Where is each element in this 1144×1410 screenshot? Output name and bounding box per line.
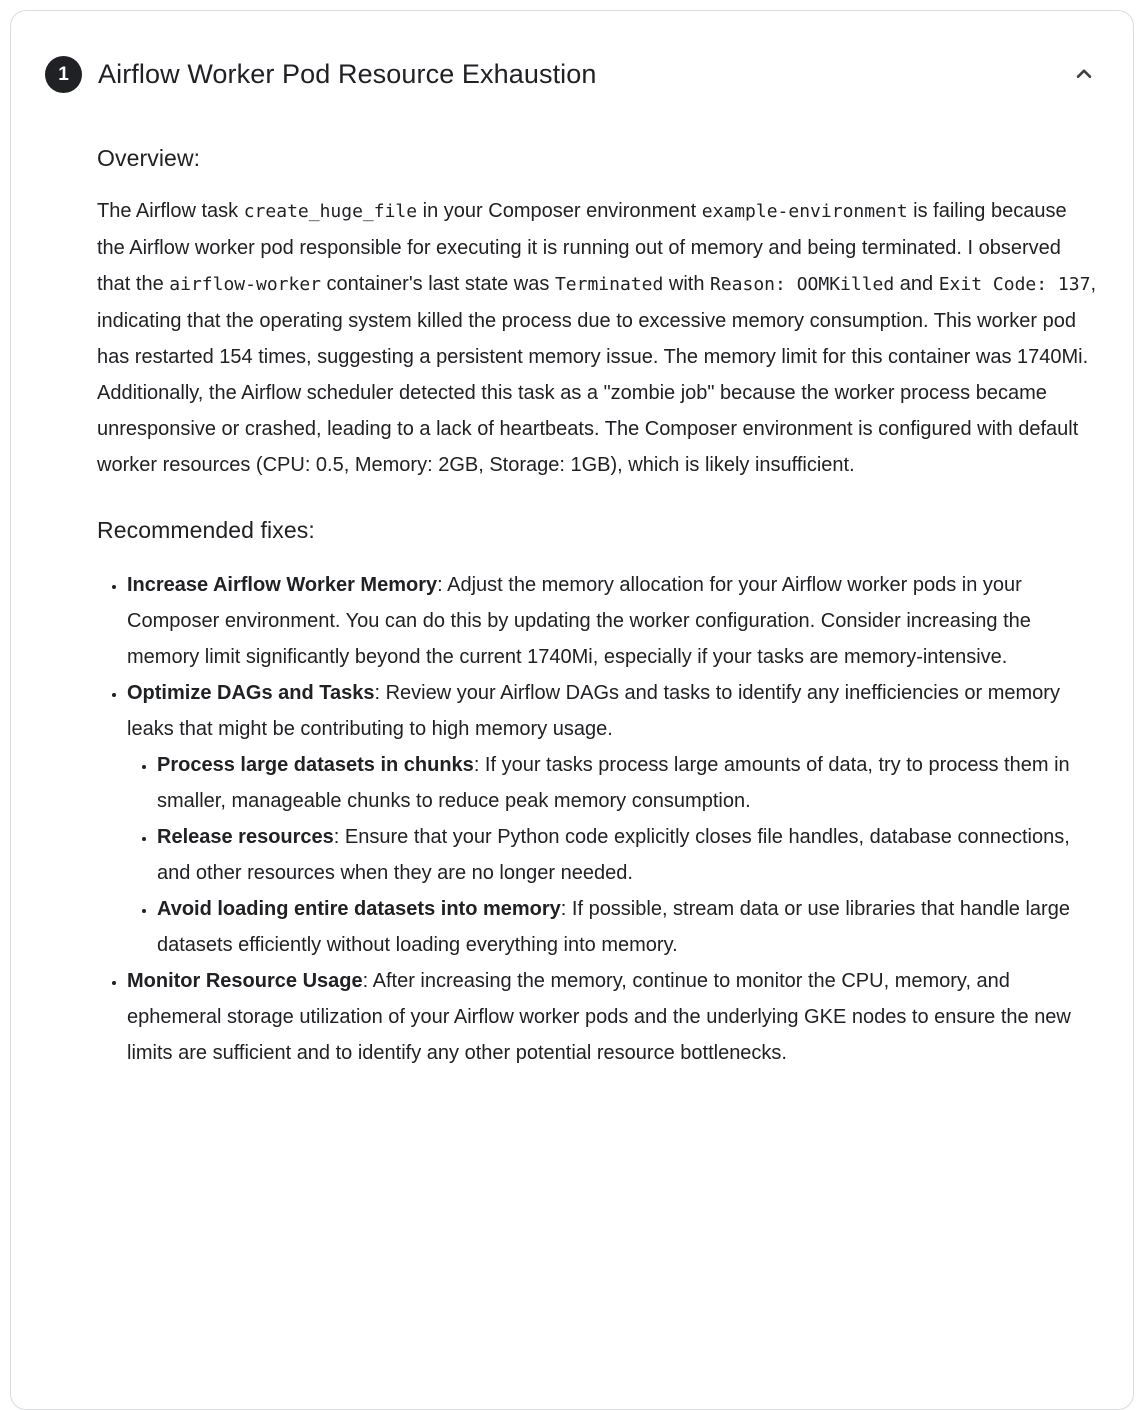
card-body [11,145,1133,1151]
text-run: The Airflow task [97,200,244,222]
list-item [127,675,1099,963]
text-run: with [663,273,710,295]
insight-card [10,10,1134,1410]
inline-code: airflow-worker [169,274,321,295]
list-item [157,747,1099,819]
bold-text: Process large datasets in chunks [157,754,474,776]
fixes-list [97,567,1099,1071]
list-item [157,819,1099,891]
bold-text: Monitor Resource Usage [127,970,363,992]
overview-paragraph [97,193,1099,483]
text-run: : Review your Airflow DAGs and tasks to identify any inefficiencies or memory leaks that might be contributing to high memory usage. [127,682,1060,740]
text-run: : Ensure that your Python code explicitly closes file handles, database connections, and other resources when they are no longer needed. [157,826,1070,884]
list-item [127,567,1099,675]
card-header[interactable] [11,11,1133,93]
inline-code: Reason: OOMKilled [710,274,895,295]
bold-text: Optimize DAGs and Tasks [127,682,375,704]
list-item [157,891,1099,963]
text-run: in your Composer environment [417,200,702,222]
text-run: is failing because the Airflow worker pod responsible for executing it is running out of memory and being terminated. I observed that the [97,200,1067,295]
text-run: : After increasing the memory, continue to monitor the CPU, memory, and ephemeral storage utilization of your Airflow worker pods and the underlying GKE nodes to ensure the new limits are sufficient and to identify any other potential resource bottlenecks. [127,970,1071,1064]
text-run: : If your tasks process large amounts of data, try to process them in smaller, manageable chunks to reduce peak memory consumption. [157,754,1070,812]
bold-text: Release resources [157,826,334,848]
page-title: Airflow Worker Pod Resource Exhaustion [98,58,597,89]
collapse-button[interactable] [1065,55,1103,93]
fixes-heading: Recommended fixes: [97,517,315,543]
nested-list [127,747,1099,963]
text-run: : If possible, stream data or use libraries that handle large datasets efficiently without loading everything into memory. [157,898,1070,956]
inline-code: create_huge_file [243,201,418,222]
bold-text: Increase Airflow Worker Memory [127,574,438,596]
text-run: and [894,273,939,295]
inline-code: Exit Code: 137 [938,274,1091,295]
inline-code: example-environment [701,201,908,222]
overview-heading: Overview: [97,145,201,171]
text-run: , indicating that the operating system killed the process due to excessive memory consumption. This worker pod has restarted 154 times, suggesting a persistent memory issue. The memory limit for this container was 1740Mi. Additionally, the Airflow scheduler detected this task as a "zombie job" because the worker process became unresponsive or crashed, leading to a lack of heartbeats. The Composer environment is configured with default worker resources (CPU: 0.5, Memory: 2GB, Storage: 1GB), which is likely insufficient. [97,273,1096,476]
chevron-up-icon [1071,61,1097,87]
inline-code: Terminated [554,274,664,295]
number-badge: 1 [45,56,82,93]
bold-text: Avoid loading entire datasets into memory [157,898,561,920]
text-run: container's last state was [321,273,555,295]
list-item [127,963,1099,1071]
text-run: : Adjust the memory allocation for your Airflow worker pods in your Composer environment. You can do this by updating the worker configuration. Consider increasing the memory limit significantly beyond the current 1740Mi, especially if your tasks are memory-intensive. [127,574,1031,668]
